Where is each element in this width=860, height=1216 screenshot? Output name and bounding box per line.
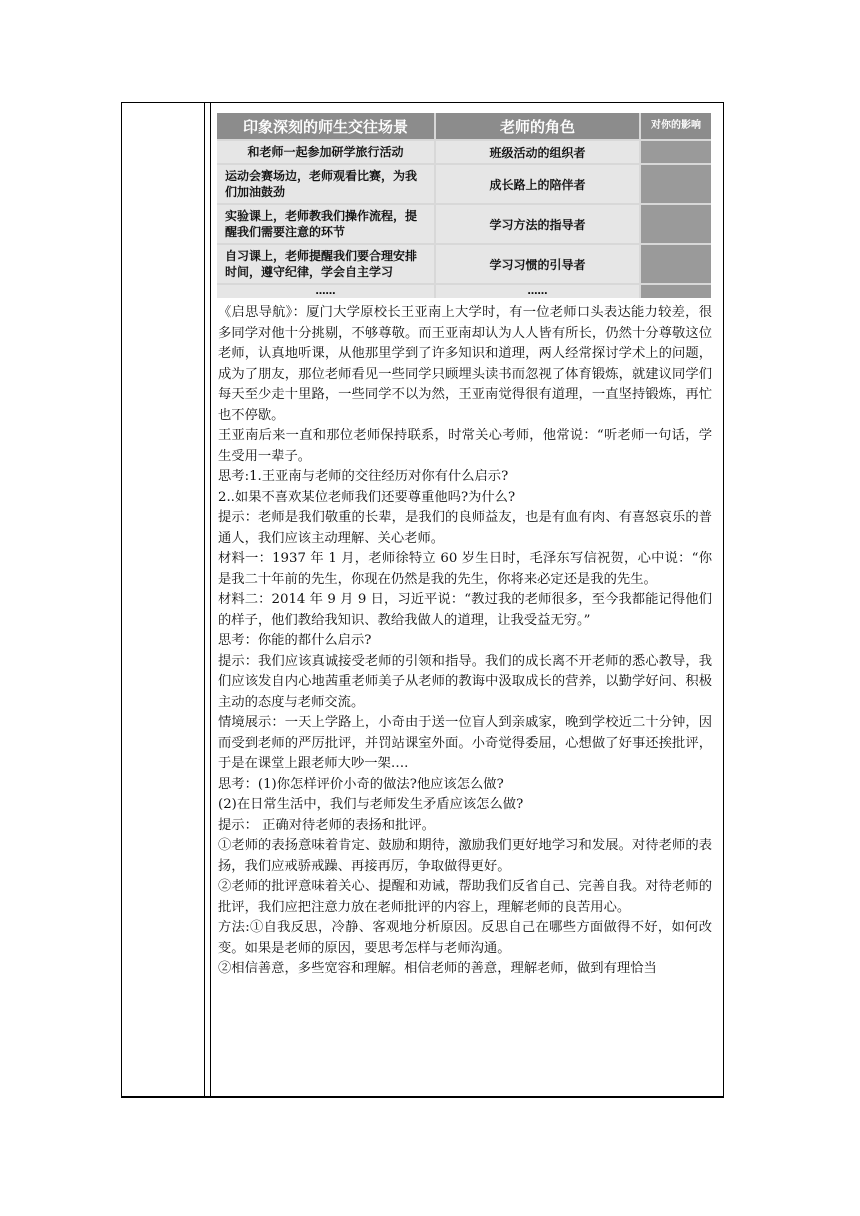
paragraph: 王亚南后来一直和那位老师保持联系，时常关心考师，他常说：“听老师一句话，学生受用一辈子。 — [218, 428, 712, 464]
paragraph: 情境展示：一天上学路上，小奇由于送一位盲人到亲戚家，晚到学校近二十分钟，因而受到老师的严厉批评，并罚站课室外面。小奇觉得委屈，心想做了好事还挨批评，于是在课堂上跟老师大吵一架…. — [218, 715, 712, 771]
paragraph: ①老师的表扬意味着肯定、鼓励和期待，激励我们更好地学习和发展。对待老师的表扬，我们应戒骄戒躁、再接再厉，争取做得更好。 — [218, 838, 712, 874]
paragraph: 提示： 正确对待老师的表扬和批评。 — [218, 817, 435, 833]
impact-cell — [641, 285, 711, 298]
scene-text: 实验课上，老师教我们操作流程，提醒我们需要注意的环节 — [225, 209, 418, 239]
paragraph: 《启思导航》：厦门大学原校长王亚南上大学时，有一位老师口头表达能力较差，很多同学对他十分挑剔，不够尊敬。而王亚南却认为人人皆有所长，仍然十分尊敬这位老师，认真地听课，从他那里学到了许多知识和道理，两人经常探讨学术上的问题，成为了朋友，那位老师看见一些同学只顾埋头读书而忽视了体育锻炼，就建议同学们每天至少走十里路，一些同学不以为然，王亚南觉得很有道理，一直坚持锻炼，再忙也不停歇。 — [218, 305, 712, 423]
header-scene: 印象深刻的师生交往场景 — [217, 113, 434, 139]
role-text: 学习方法的指导者 — [436, 205, 639, 243]
left-column — [122, 103, 205, 1096]
role-text: 班级活动的组织者 — [436, 141, 639, 163]
table-row — [217, 285, 711, 298]
paragraph: 思考：你能的都什么启示? — [218, 633, 372, 648]
paragraph: 提示：老师是我们敬重的长辈，是我们的良师益友，也是有血有肉、有喜怒哀乐的普通人，我们应该主动理解、关心老师。 — [218, 510, 712, 546]
table-row — [217, 141, 711, 163]
paragraph: 方法:①自我反思，冷静、客观地分析原因。反思自己在哪些方面做得不好，如何改变。如果是老师的原因，要思考怎样与老师沟通。 — [218, 920, 712, 956]
table-row — [217, 205, 711, 243]
paragraph: ②老师的批评意味着关心、提醒和劝诫，帮助我们反省自己、完善自我。对待老师的批评，我们应把注意力放在老师批评的内容上，理解老师的良苦用心。 — [218, 879, 712, 915]
scene-text: 和老师一起参加研学旅行活动 — [247, 145, 404, 159]
role-text: 学习习惯的引导者 — [436, 245, 639, 283]
paragraph: 提示：我们应该真诚接受老师的引领和指导。我们的成长离不开老师的悉心教导，我们应该发自内心地茜重老师美子从老师的教诲中汲取成长的营养，以勤学好问、积极主动的态度与老师交流。 — [218, 653, 712, 710]
paragraph: 思考：(1)你怎样评价小奇的做法?他应该怎么做? — [218, 776, 504, 792]
scene-text: …… — [315, 285, 336, 297]
scene-text: 自习课上，老师提醒我们要合理安排时间，遵守纪律，学会自主学习 — [225, 249, 418, 279]
paragraph: 材料一：1937 年 1 月，老师徐特立 60 岁生日时，毛泽东写信祝贺，心中说：“你是我二十年前的先生，你现在仍然是我的先生，你将来必定还是我的先生。 — [218, 551, 712, 587]
header-role: 老师的角色 — [436, 113, 639, 139]
lesson-text — [218, 303, 712, 980]
impact-cell — [641, 205, 711, 243]
teacher-role-table-image — [217, 113, 711, 298]
role-text: 成长路上的陪伴者 — [436, 165, 639, 203]
impact-cell — [641, 245, 711, 283]
paragraph: (2)在日常生活中，我们与老师发生矛盾应该怎么做? — [218, 797, 524, 812]
impact-cell — [641, 165, 711, 203]
column-divider — [210, 103, 211, 1096]
paragraph: 材料二：2014 年 9 月 9 日，习近平说：“教过我的老师很多，至今我都能记得他们的样子，他们教给我知识、教给我做人的道理，让我受益无穷。” — [218, 592, 712, 628]
table-row — [217, 245, 711, 283]
header-impact: 对你的影响 — [641, 113, 711, 139]
role-text: …… — [436, 285, 639, 298]
paragraph: ②相信善意，多些宽容和理解。相信老师的善意，理解老师，做到有理恰当 — [218, 961, 657, 976]
scene-text: 运动会赛场边，老师观看比赛，为我们加油鼓劲 — [225, 169, 418, 199]
paragraph: 2..如果不喜欢某位老师我们还要尊重他吗?为什么? — [218, 489, 516, 505]
table-row — [217, 165, 711, 203]
impact-cell — [641, 141, 711, 163]
paragraph: 思考:1.王亚南与老师的交往经历对你有什么启示? — [218, 469, 509, 484]
